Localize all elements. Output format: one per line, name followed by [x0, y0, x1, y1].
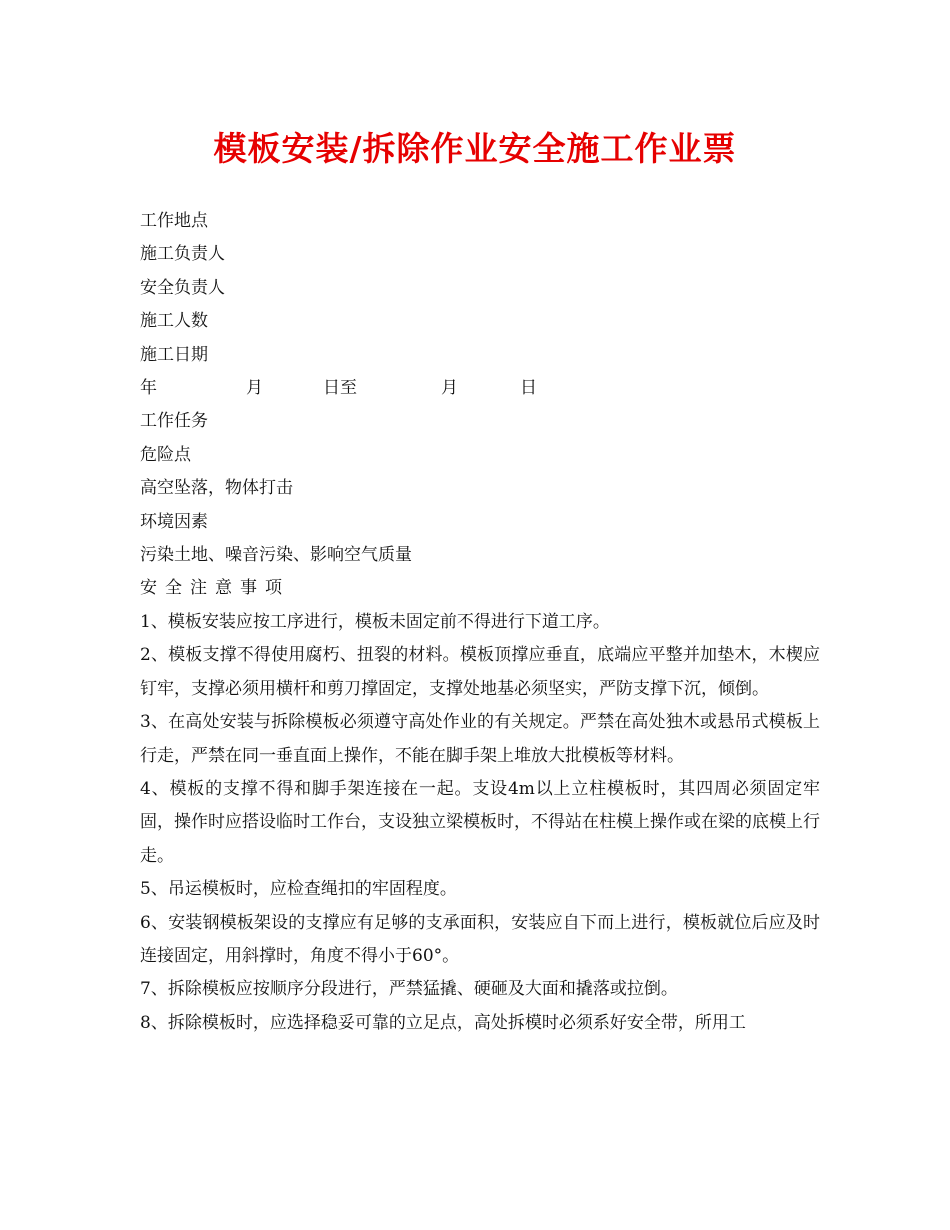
date-month-2: 月	[441, 378, 458, 399]
note-item-1: 1、模板安装应按工序进行，模板未固定前不得进行下道工序。	[140, 611, 610, 632]
field-safety-leader: 安全负责人	[140, 277, 225, 298]
note-item-2: 2、模板支撑不得使用腐朽、扭裂的材料。模板顶撑应垂直，底端应平整并加垫木，木楔应钉牢，支撑必须用横杆和剪刀撑固定，支撑处地基必须坚实，严防支撑下沉，倾倒。	[140, 645, 820, 699]
field-construction-date: 施工日期	[140, 344, 208, 365]
note-item-5: 5、吊运模板时，应检查绳扣的牢固程度。	[140, 879, 457, 900]
field-work-location: 工作地点	[140, 211, 208, 231]
notes-heading: 安全注意事项	[140, 578, 290, 599]
environment-value: 污染土地、噪音污染、影响空气质量	[140, 545, 412, 566]
date-month: 月	[246, 378, 263, 399]
note-item-6: 6、安装钢模板架设的支撑应有足够的支承面积，安装应自下而上进行，模板就位后应及时连接固定，用斜撑时，角度不得小于60°。	[140, 912, 820, 966]
date-line	[140, 372, 820, 405]
task-label: 工作任务	[140, 411, 208, 432]
document-title: 模板安装/拆除作业安全施工作业票	[213, 129, 737, 168]
document-body	[140, 205, 820, 1040]
date-year: 年	[140, 378, 157, 399]
field-worker-count: 施工人数	[140, 311, 208, 332]
note-item-8: 8、拆除模板时，应选择稳妥可靠的立足点，高处拆模时必须系好安全带，所用工	[140, 1012, 746, 1033]
note-item-3: 3、在高处安装与拆除模板必须遵守高处作业的有关规定。严禁在高处独木或悬吊式模板上行走，严禁在同一垂直面上操作，不能在脚手架上堆放大批模板等材料。	[140, 712, 820, 766]
field-construction-leader: 施工负责人	[140, 244, 225, 265]
hazard-value: 高空坠落，物体打击	[140, 478, 293, 499]
date-day-to: 日至	[323, 378, 357, 399]
note-item-4: 4、模板的支撑不得和脚手架连接在一起。支设4m以上立柱模板时，其四周必须固定牢固，操作时应搭设临时工作台，支设独立梁模板时，不得站在柱模上操作或在梁的底模上行走。	[140, 778, 820, 866]
date-day-2: 日	[520, 378, 537, 399]
environment-label: 环境因素	[140, 511, 208, 532]
note-item-7: 7、拆除模板应按顺序分段进行，严禁猛撬、硬砸及大面和撬落或拉倒。	[140, 979, 678, 1000]
hazard-label: 危险点	[140, 444, 191, 465]
